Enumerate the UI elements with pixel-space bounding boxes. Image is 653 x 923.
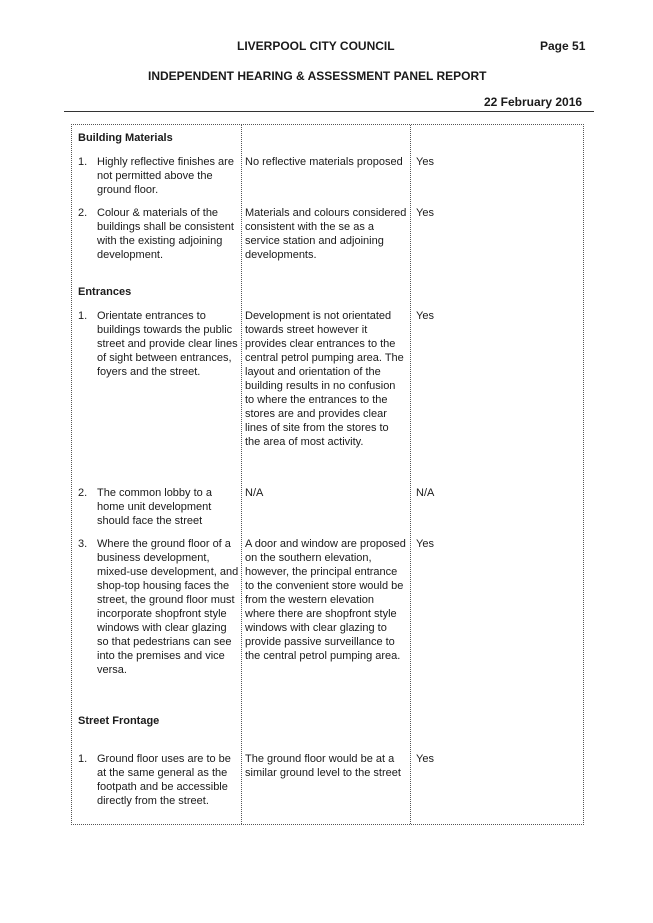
column-divider [410,125,411,824]
control-text: The common lobby to a home unit development should face the street [97,487,212,527]
control-text: Ground floor uses are to be at the same general as the footpath and be accessible directly from the street. [97,753,231,807]
section-heading-street-frontage: Street Frontage [78,715,160,727]
complies-value: Yes [416,207,434,219]
response-text: No reflective materials proposed [245,156,403,168]
response-text: The ground floor would be at a similar ground level to the street [245,753,401,779]
assessment-table [71,124,584,825]
complies-value: Yes [416,310,434,322]
row-number: 3. [78,538,88,550]
row-number: 1. [78,156,88,168]
row-number: 2. [78,207,88,219]
column-divider [241,125,242,824]
response-text: Development is not orientated towards street however it provides clear entrances to the central petrol pumping area. The layout and orientation of the building results in no confusion to where the entrances to the stores are and provides clear lines of site from the stores to the area of most activity. [245,310,404,448]
report-date: 22 February 2016 [484,95,583,109]
response-text: N/A [245,487,264,499]
control-text: Colour & materials of the buildings shall be consistent with the existing adjoining development. [97,207,234,261]
report-title: INDEPENDENT HEARING & ASSESSMENT PANEL REPORT [148,69,487,83]
row-number: 1. [78,753,88,765]
section-heading-entrances: Entrances [78,286,132,298]
complies-value: Yes [416,753,434,765]
control-text: Orientate entrances to buildings towards the public street and provide clear lines of sight between entrances, foyers and the street. [97,310,238,378]
complies-value: Yes [416,156,434,168]
control-text: Where the ground floor of a business development, mixed-use development, and shop-top housing faces the street, the ground floor must incorporate shopfront style windows with clear glazing so that pedestrians can see into the premises and vice versa. [97,538,239,676]
row-number: 2. [78,487,88,499]
row-number: 1. [78,310,88,322]
complies-value: Yes [416,538,434,550]
page-number: Page 51 [540,39,586,53]
response-text: Materials and colours considered consistent with the se as a service station and adjoining developments. [245,207,407,261]
complies-value: N/A [416,487,435,499]
response-text: A door and window are proposed on the southern elevation, however, the principal entrance to the convenient store would be from the western elevation where there are shopfront style windows with clear glazing to provide passive surveillance to the central petrol pumping area. [245,538,406,662]
header-rule [64,111,594,112]
council-name: LIVERPOOL CITY COUNCIL [237,39,395,53]
control-text: Highly reflective finishes are not permitted above the ground floor. [97,156,234,196]
section-heading-building-materials: Building Materials [78,132,173,144]
